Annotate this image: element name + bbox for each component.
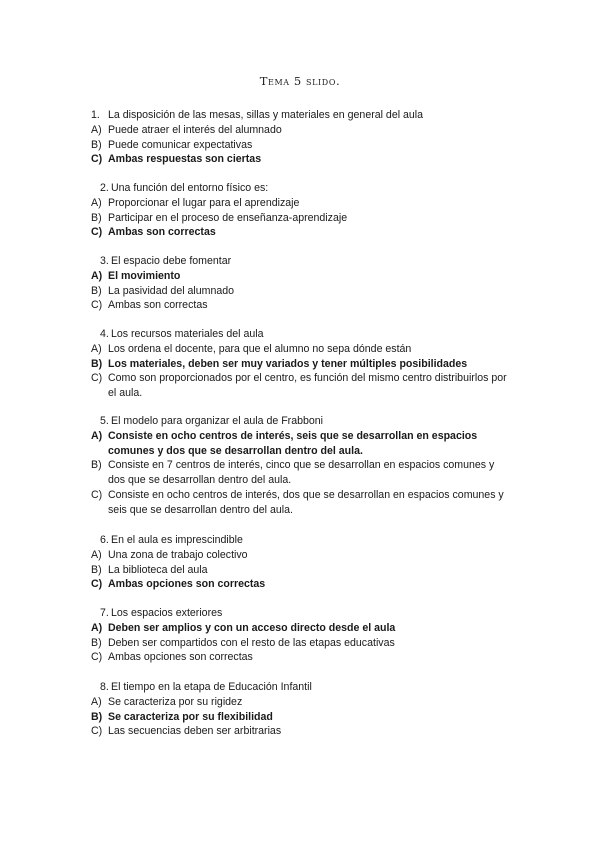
option-text: Puede atraer el interés del alumnado <box>108 123 282 136</box>
question-number: 1. <box>91 109 100 121</box>
option-letter: A) <box>91 342 102 355</box>
option-letter: C) <box>91 651 103 664</box>
correct-option-text: Ambas respuestas son ciertas <box>108 153 262 166</box>
option-text: Consiste en ocho centros de interés, dos que se desarrollan en espacios comunes y <box>108 489 504 501</box>
option-text: Se caracteriza por su rigidez <box>108 695 243 708</box>
correct-option-text: Se caracteriza por su flexibilidad <box>108 710 273 723</box>
question-number: 7. <box>100 607 109 619</box>
question-number: 8. <box>100 681 109 693</box>
question-text: El tiempo en la etapa de Educación Infantil <box>111 681 312 693</box>
question-number: 5. <box>100 415 109 427</box>
question-text: El espacio debe fomentar <box>111 255 232 267</box>
question-number: 2. <box>100 182 109 194</box>
option-text: seis que se desarrollan dentro del aula. <box>108 503 293 516</box>
option-text: Como son proporcionados por el centro, es función del mismo centro distribuirlos por <box>108 372 507 385</box>
option-text: dos que se desarrollan dentro del aula. <box>108 474 292 487</box>
correct-option-text: Ambas son correctas <box>108 226 216 239</box>
correct-option-text: Ambas opciones son correctas <box>108 578 266 591</box>
question-text: El modelo para organizar el aula de Frabboni <box>111 415 324 427</box>
option-letter: C) <box>91 226 103 239</box>
option-letter: B) <box>91 211 102 224</box>
option-text: Proporcionar el lugar para el aprendizaje <box>108 196 300 209</box>
option-text: Participar en el proceso de enseñanza-aprendizaje <box>108 211 348 224</box>
option-letter: B) <box>91 284 102 297</box>
question-text: En el aula es imprescindible <box>111 534 243 546</box>
option-letter: A) <box>91 621 103 634</box>
question-number: 6. <box>100 534 109 546</box>
option-letter: B) <box>91 138 102 151</box>
option-text: Los ordena el docente, para que el alumno no sepa dónde están <box>108 342 412 355</box>
option-letter: A) <box>91 123 102 136</box>
option-letter: C) <box>91 489 103 501</box>
option-text: La biblioteca del aula <box>108 563 208 576</box>
option-text: Ambas opciones son correctas <box>108 651 253 664</box>
option-text: Ambas son correctas <box>108 299 208 312</box>
option-letter: A) <box>91 429 103 442</box>
option-letter: C) <box>91 578 103 591</box>
option-text: el aula. <box>108 387 143 400</box>
question-text: Una función del entorno físico es: <box>111 182 269 194</box>
document-title: Tema 5 slido. <box>259 74 341 88</box>
option-text: Puede comunicar expectativas <box>108 138 253 151</box>
correct-option-text: comunes y dos que se desarrollan dentro del aula. <box>108 444 363 457</box>
option-text: Deben ser compartidos con el resto de las etapas educativas <box>108 636 395 649</box>
option-letter: C) <box>91 153 103 166</box>
option-letter: A) <box>91 695 102 708</box>
option-letter: A) <box>91 548 102 561</box>
option-letter: B) <box>91 357 103 370</box>
option-text: Una zona de trabajo colectivo <box>108 548 248 561</box>
option-letter: B) <box>91 563 102 576</box>
correct-option-text: Deben ser amplios y con un acceso directo desde el aula <box>108 621 396 634</box>
option-letter: A) <box>91 196 102 209</box>
option-letter: C) <box>91 372 103 385</box>
option-letter: B) <box>91 636 102 649</box>
correct-option-text: Los materiales, deben ser muy variados y tener múltiples posibilidades <box>108 357 468 370</box>
question-text: Los espacios exteriores <box>111 607 223 619</box>
option-letter: A) <box>91 269 103 282</box>
question-number: 4. <box>100 328 109 340</box>
option-letter: B) <box>91 459 102 472</box>
option-letter: B) <box>91 710 103 723</box>
option-letter: C) <box>91 725 103 738</box>
option-letter: C) <box>91 299 103 312</box>
correct-option-text: El movimiento <box>108 269 181 282</box>
question-text: La disposición de las mesas, sillas y materiales en general del aula <box>108 109 424 121</box>
correct-option-text: Consiste en ocho centros de interés, seis que se desarrollan en espacios <box>108 429 478 442</box>
option-text: La pasividad del alumnado <box>108 284 235 297</box>
option-text: Las secuencias deben ser arbitrarias <box>108 725 282 738</box>
question-number: 3. <box>100 255 109 267</box>
question-text: Los recursos materiales del aula <box>111 328 264 340</box>
option-text: Consiste en 7 centros de interés, cinco que se desarrollan en espacios comunes y <box>108 459 495 472</box>
